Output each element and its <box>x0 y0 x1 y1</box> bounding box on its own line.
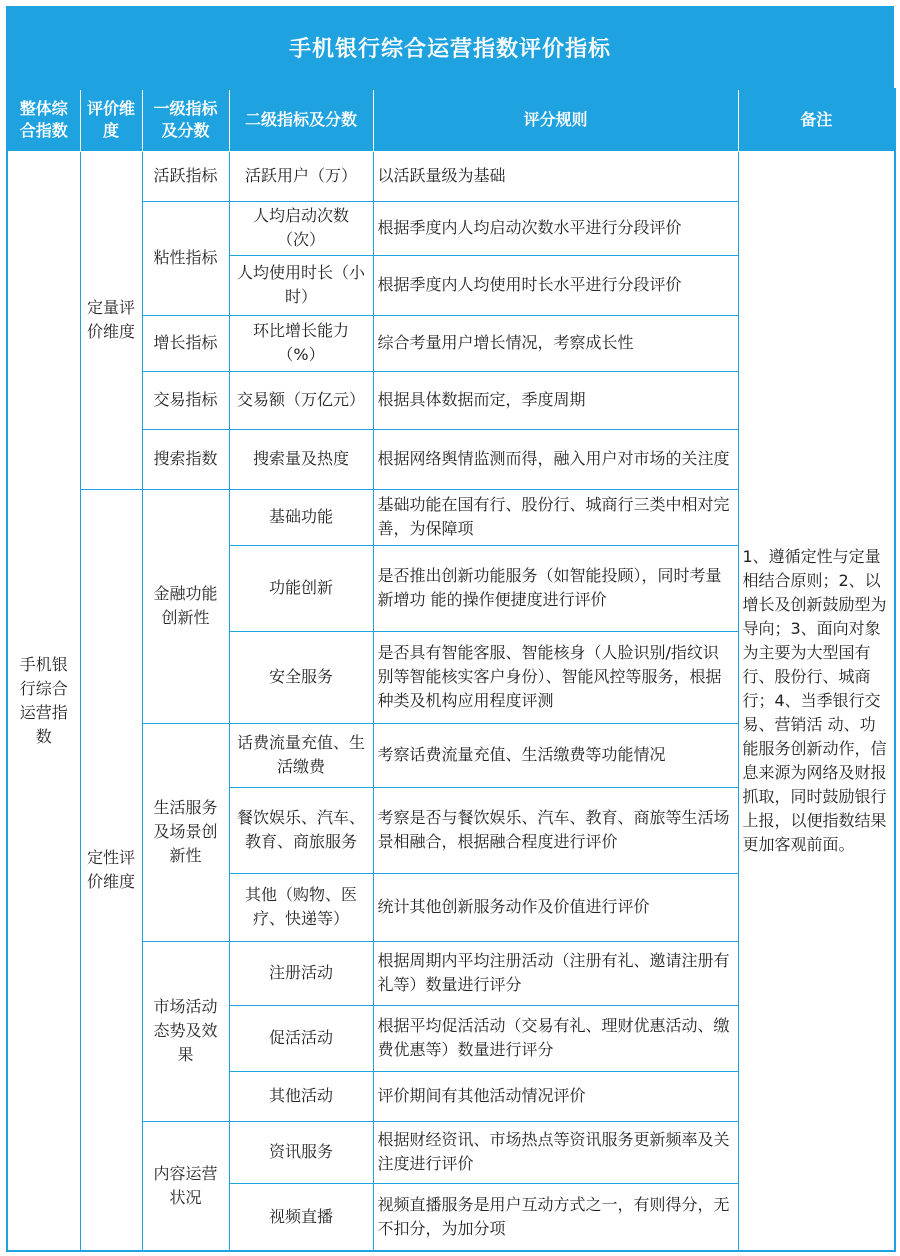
rule-cell: 以活跃量级为基础 <box>373 151 738 201</box>
rule-cell: 根据网络舆情监测而得，融入用户对市场的关注度 <box>373 429 738 489</box>
header-level2: 二级指标及分数 <box>229 89 373 151</box>
header-row <box>7 89 895 151</box>
rule-cell: 根据平均促活活动（交易有礼、理财优惠活动、缴费优惠等）数量进行评分 <box>373 1005 738 1071</box>
header-remark: 备注 <box>738 89 895 151</box>
level2-cell: 交易额（万亿元） <box>229 371 373 429</box>
rule-cell: 视频直播服务是用户互动方式之一，有则得分，无不扣分，为加分项 <box>373 1183 738 1251</box>
level2-cell: 功能创新 <box>229 545 373 631</box>
level1-active: 活跃指标 <box>142 151 229 201</box>
dimension-qualitative: 定性评价维度 <box>80 489 142 1251</box>
rule-cell: 考察话费流量充值、生活缴费等功能情况 <box>373 723 738 787</box>
table-title: 手机银行综合运营指数评价指标 <box>6 6 894 88</box>
level2-cell: 活跃用户（万） <box>229 151 373 201</box>
level2-cell: 注册活动 <box>229 941 373 1005</box>
level1-content: 内容运营状况 <box>142 1121 229 1251</box>
rule-cell: 根据季度内人均启动次数水平进行分段评价 <box>373 201 738 255</box>
rule-cell: 考察是否与餐饮娱乐、汽车、教育、商旅等生活场景相融合，根据融合程度进行评价 <box>373 787 738 873</box>
dimension-quantitative: 定量评价维度 <box>80 151 142 489</box>
level1-growth: 增长指标 <box>142 315 229 371</box>
level2-cell: 基础功能 <box>229 489 373 545</box>
rule-cell: 根据具体数据而定，季度周期 <box>373 371 738 429</box>
header-overall: 整体综合指数 <box>7 89 80 151</box>
level2-cell: 餐饮娱乐、汽车、教育、商旅服务 <box>229 787 373 873</box>
rule-cell: 基础功能在国有行、股份行、城商行三类中相对完善，为保障项 <box>373 489 738 545</box>
header-rule: 评分规则 <box>373 89 738 151</box>
remark-cell: 1、遵循定性与定量相结合原则；2、以增长及创新鼓励型为导向；3、面向对象为主要为大型国有行、股份行、城商行；4、当季银行交易、营销活 动、功能服务创新动作，信息来源为网络及财报抓取，同时鼓励银行上报，以便指数结果更加客观前面。 <box>738 151 895 1251</box>
rule-cell: 根据财经资讯、市场热点等资讯服务更新频率及关注度进行评价 <box>373 1121 738 1183</box>
level1-marketing: 市场活动态势及效果 <box>142 941 229 1121</box>
level2-cell: 促活活动 <box>229 1005 373 1071</box>
rule-cell: 根据季度内人均使用时长水平进行分段评价 <box>373 255 738 315</box>
rule-cell: 是否具有智能客服、智能核身（人脸识别/指纹识别等智能核实客户身份）、智能风控等服务，根据种类及机构应用程度评测 <box>373 631 738 723</box>
table-row <box>7 151 895 201</box>
level2-cell: 人均启动次数（次） <box>229 201 373 255</box>
level1-life: 生活服务及场景创新性 <box>142 723 229 941</box>
header-dimension: 评价维度 <box>80 89 142 151</box>
level2-cell: 视频直播 <box>229 1183 373 1251</box>
header-level1: 一级指标及分数 <box>142 89 229 151</box>
level1-transaction: 交易指标 <box>142 371 229 429</box>
level2-cell: 人均使用时长（小时） <box>229 255 373 315</box>
level2-cell: 话费流量充值、生活缴费 <box>229 723 373 787</box>
level2-cell: 环比增长能力（%） <box>229 315 373 371</box>
level1-search: 搜索指数 <box>142 429 229 489</box>
rule-cell: 根据周期内平均注册活动（注册有礼、邀请注册有礼等）数量进行评分 <box>373 941 738 1005</box>
rule-cell: 评价期间有其他活动情况评价 <box>373 1071 738 1121</box>
level2-cell: 其他活动 <box>229 1071 373 1121</box>
rule-cell: 统计其他创新服务动作及价值进行评价 <box>373 873 738 941</box>
level1-finance: 金融功能创新性 <box>142 489 229 723</box>
rule-cell: 是否推出创新功能服务（如智能投顾），同时考量新增功 能的操作便捷度进行评价 <box>373 545 738 631</box>
overall-index-cell: 手机银行综合运营指数 <box>7 151 80 1251</box>
evaluation-table <box>6 88 896 1252</box>
level2-cell: 安全服务 <box>229 631 373 723</box>
level2-cell: 搜索量及热度 <box>229 429 373 489</box>
rule-cell: 综合考量用户增长情况，考察成长性 <box>373 315 738 371</box>
level1-stickiness: 粘性指标 <box>142 201 229 315</box>
level2-cell: 资讯服务 <box>229 1121 373 1183</box>
level2-cell: 其他（购物、医疗、快递等） <box>229 873 373 941</box>
